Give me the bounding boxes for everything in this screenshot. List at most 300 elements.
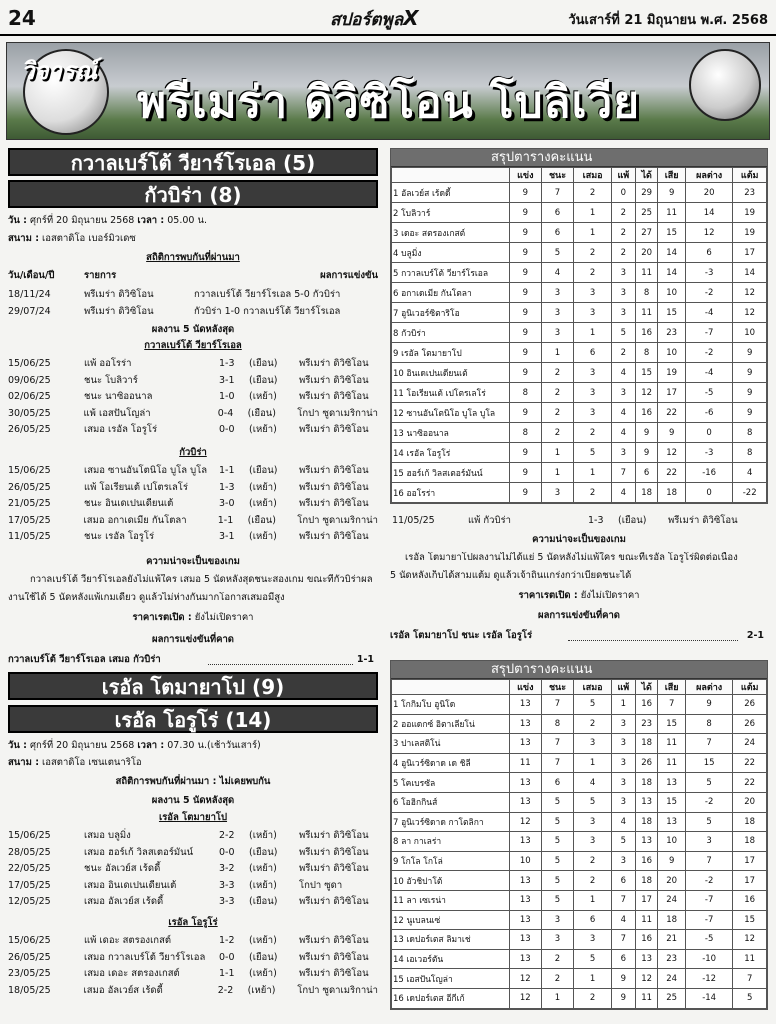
team-cell: 8 กัวบิร่า (392, 323, 510, 343)
stat-cell: 2 (574, 243, 611, 263)
stat-cell: 18 (658, 910, 685, 930)
match2-analysis-title: ความน่าจะเป็นของเกม (532, 534, 626, 545)
team-cell: 11 โอเรียนเต้ เปโตรเลโร่ (392, 383, 510, 403)
stat-cell: -14 (685, 988, 732, 1008)
column-header: แพ้ (611, 680, 635, 695)
stat-cell: -6 (685, 403, 732, 423)
stat-cell: 8 (635, 283, 658, 303)
stat-cell: 8 (510, 383, 542, 403)
stat-cell: 1 (541, 443, 574, 463)
team-cell: 4 อูนิเวร์ซิดาด เด ชิลี (392, 753, 510, 773)
match2-h2h-title: สถิติการพบกันที่ผ่านมา : ไม่เคยพบกัน (115, 776, 271, 787)
match1-predict-dots (208, 664, 353, 665)
table-header-row (392, 168, 767, 183)
column-header: ผลต่าง (685, 680, 732, 695)
match2-predict-dots (568, 640, 738, 641)
form-row: 26/05/25 เสมอ กวาลเบร์โต้ วียาร์โรเอล 0-0 (เยือน) พรีเมร่า ดิวิซิโอน (8, 951, 369, 963)
stat-cell: 18 (733, 812, 767, 832)
match1-team-a-title: กวาลเบร์โต้ วียาร์โรเอล (144, 340, 242, 351)
stat-cell: 9 (733, 383, 767, 403)
form-row: 17/05/25 เสมอ อกาเดเมีย กันโตลา 1-1 (เยือน) โกปา ซูดาเมริกาน่า (8, 514, 378, 526)
stat-cell: 12 (658, 443, 685, 463)
team-cell: 14 เอเวอร์ตัน (392, 949, 510, 969)
stat-cell: 5 (541, 243, 574, 263)
stat-cell: 3 (574, 283, 611, 303)
stat-cell: 19 (658, 363, 685, 383)
stat-cell: 4 (611, 812, 635, 832)
stat-cell: 26 (733, 695, 767, 715)
team-cell: 5 โคเบรซัล (392, 773, 510, 793)
stat-cell: 27 (635, 223, 658, 243)
stat-cell: 15 (658, 714, 685, 734)
stat-cell: 1 (574, 890, 611, 910)
stat-cell: 12 (685, 223, 732, 243)
form-row: 30/05/25 แพ้ เอสปันโญล่า 0-4 (เยือน) โกปา ซูดาเมริกาน่า (8, 407, 378, 419)
stat-cell: 3 (574, 734, 611, 754)
stat-cell: 11 (635, 988, 658, 1008)
team-cell: 3 ปาเลสติโน่ (392, 734, 510, 754)
stat-cell: 5 (574, 695, 611, 715)
stat-cell: 2 (541, 423, 574, 443)
stat-cell: 13 (658, 812, 685, 832)
stat-cell: 5 (685, 812, 732, 832)
stat-cell: -12 (685, 969, 732, 989)
stat-cell: 12 (733, 930, 767, 950)
table-row (392, 969, 767, 989)
stat-cell: 5 (733, 988, 767, 1008)
stat-cell: 21 (658, 930, 685, 950)
stat-cell: 10 (510, 851, 542, 871)
match2-team-b-form (8, 933, 378, 999)
team-cell: 2 โบลิวาร์ (392, 203, 510, 223)
form-row: 26/05/25 แพ้ โอเรียนเต้ เปโตรเลโร่ 1-3 (เหย้า) พรีเมร่า ดิวิซิโอน (8, 481, 369, 493)
stat-cell: 15 (658, 792, 685, 812)
stat-cell: 4 (611, 363, 635, 383)
column-header: ได้ (635, 680, 658, 695)
stat-cell: 3 (611, 792, 635, 812)
table-row (392, 383, 767, 403)
stat-cell: 2 (574, 871, 611, 891)
stat-cell: 9 (510, 323, 542, 343)
stat-cell: 1 (541, 463, 574, 483)
form-row: 09/06/25 ชนะ โบลิวาร์ 3-1 (เยือน) พรีเมร่า ดิวิซิโอน (8, 374, 369, 386)
column-header: ผลต่าง (685, 168, 732, 183)
match2-when: วัน : ศุกร์ที่ 20 มิถุนายน 2568 เวลา : 07.30 น.(เช้าวันเสาร์) (8, 740, 261, 751)
stat-cell: 3 (574, 303, 611, 323)
stat-cell: -4 (685, 363, 732, 383)
table-row (392, 263, 767, 283)
team-cell: 5 กวาลเบร์โต้ วียาร์โรเอล (392, 263, 510, 283)
table-row (392, 463, 767, 483)
stat-cell: 26 (635, 753, 658, 773)
stat-cell: 3 (541, 323, 574, 343)
stat-cell: 5 (541, 851, 574, 871)
stat-cell: 9 (658, 423, 685, 443)
team-cell: 14 เรอัล โอรูโร่ (392, 443, 510, 463)
stat-cell: -2 (685, 871, 732, 891)
stat-cell: 14 (685, 203, 732, 223)
stat-cell: 13 (635, 792, 658, 812)
team-cell: 6 อกาเดเมีย กันโตลา (392, 283, 510, 303)
page-header (0, 0, 776, 36)
stat-cell: 5 (611, 323, 635, 343)
stat-cell: -10 (685, 949, 732, 969)
stat-cell: 7 (541, 753, 574, 773)
stat-cell: 9 (510, 243, 542, 263)
stat-cell: 17 (733, 871, 767, 891)
match2-away-team-bar: เรอัล โอรูโร่ (14) (8, 705, 378, 733)
table-row (392, 910, 767, 930)
stat-cell: 23 (733, 183, 767, 203)
stat-cell: 1 (574, 463, 611, 483)
stat-cell: 20 (685, 183, 732, 203)
stat-cell: 2 (611, 223, 635, 243)
stat-cell: 9 (685, 695, 732, 715)
stat-cell: 2 (541, 969, 574, 989)
stat-cell: 2 (611, 203, 635, 223)
team-cell: 4 บลูมิ่ง (392, 243, 510, 263)
stat-cell: -3 (685, 443, 732, 463)
stat-cell: 1 (574, 969, 611, 989)
stat-cell: 16 (635, 403, 658, 423)
standings2-table (391, 679, 767, 1009)
stat-cell: 3 (611, 714, 635, 734)
stat-cell: 7 (685, 734, 732, 754)
match1-analysis-line1: กวาลเบร์โต้ วียาร์โรเอลยังไม่แพ้ใคร เสมอ 5 นัดหลังสุดชนะสองเกม ขณะที่กัวบิร่าผล (30, 574, 373, 585)
match1-away-team-bar: กัวบิร่า (8) (8, 180, 378, 208)
stat-cell: 4 (574, 773, 611, 793)
team-cell: 8 ลา กาเลร่า (392, 832, 510, 852)
stat-cell: 17 (733, 851, 767, 871)
stat-cell: 5 (541, 832, 574, 852)
stat-cell: 5 (574, 949, 611, 969)
stat-cell: 4 (733, 463, 767, 483)
stat-cell: 4 (611, 423, 635, 443)
column-header: เสีย (658, 680, 685, 695)
match2-predict-title: ผลการแข่งขันที่คาด (538, 610, 620, 621)
stat-cell: 13 (510, 832, 542, 852)
table-row (392, 223, 767, 243)
stat-cell: 3 (541, 303, 574, 323)
stat-cell: 3 (611, 303, 635, 323)
table-row (392, 303, 767, 323)
stat-cell: 9 (510, 223, 542, 243)
stat-cell: 18 (635, 734, 658, 754)
stat-cell: 1 (611, 695, 635, 715)
match2-analysis-line1: เรอัล โตมายาโปผลงานไม่ได้แย่ 5 นัดหลังไม่แพ้ใคร ขณะที่เรอัล โอรูโร่ผิดต่อเนื่อง (405, 552, 738, 563)
stat-cell: 9 (510, 183, 542, 203)
stat-cell: 9 (510, 403, 542, 423)
paper-logo (330, 6, 419, 33)
stat-cell: 7 (611, 890, 635, 910)
stat-cell: 8 (510, 423, 542, 443)
stat-cell: 9 (510, 343, 542, 363)
table-row (392, 343, 767, 363)
table-row (392, 423, 767, 443)
stat-cell: 5 (541, 871, 574, 891)
stat-cell: 1 (574, 323, 611, 343)
team-cell: 15 เอสปันโญล่า (392, 969, 510, 989)
team-cell: 9 เรอัล โตมายาโป (392, 343, 510, 363)
stat-cell: 9 (510, 363, 542, 383)
stat-cell: 2 (574, 183, 611, 203)
table-row (392, 283, 767, 303)
stat-cell: 10 (658, 283, 685, 303)
match1-predict: กวาลเบร์โต้ วียาร์โรเอล เสมอ กัวบิร่า 1-1 (8, 654, 374, 665)
stat-cell: 13 (510, 773, 542, 793)
stat-cell: 19 (733, 223, 767, 243)
stat-cell: -7 (685, 323, 732, 343)
stat-cell: 13 (510, 695, 542, 715)
standings1-title: สรุปตารางคะแนน (391, 149, 767, 167)
form-row: 15/06/25 แพ้ เดอะ สตรองเกสต์ 1-2 (เหย้า) พรีเมร่า ดิวิซิโอน (8, 935, 369, 946)
form-row: 18/05/25 เสมอ อัลเวย์ส เร้ดดี้ 2-2 (เหย้า) โกปา ซูดาเมริกาน่า (8, 984, 378, 996)
column-header: ชนะ (541, 168, 574, 183)
stat-cell: 7 (733, 969, 767, 989)
stat-cell: 18 (733, 832, 767, 852)
stat-cell: 12 (510, 812, 542, 832)
stat-cell: 3 (574, 812, 611, 832)
stat-cell: 3 (574, 832, 611, 852)
stat-cell: 12 (733, 303, 767, 323)
stat-cell: 9 (658, 183, 685, 203)
stat-cell: 16 (733, 890, 767, 910)
stat-cell: 1 (574, 753, 611, 773)
stat-cell: 22 (658, 463, 685, 483)
stat-cell: 9 (510, 283, 542, 303)
stat-cell: -5 (685, 383, 732, 403)
stat-cell: 12 (733, 283, 767, 303)
stat-cell: 12 (635, 383, 658, 403)
match1-last5-title: ผลงาน 5 นัดหลังสุด (151, 324, 235, 335)
stat-cell: 2 (574, 714, 611, 734)
column-header: แต้ม (733, 680, 767, 695)
table-row (392, 792, 767, 812)
table-row (392, 988, 767, 1008)
stat-cell: 18 (635, 871, 658, 891)
stat-cell: 17 (635, 890, 658, 910)
stat-cell: 18 (635, 773, 658, 793)
stat-cell: 3 (611, 851, 635, 871)
table-row (392, 483, 767, 503)
match1-venue: สนาม : เอสตาดิโอ เบอร์มิวเดซ (8, 233, 136, 244)
stat-cell: 9 (510, 263, 542, 283)
stat-cell: 1 (574, 223, 611, 243)
table-row (392, 403, 767, 423)
stat-cell: 12 (510, 969, 542, 989)
form-row: 15/06/25 แพ้ ออโรร่า 1-3 (เยือน) พรีเมร่า ดิวิซิโอน (8, 358, 369, 369)
stat-cell: 2 (541, 363, 574, 383)
stat-cell: 23 (658, 949, 685, 969)
stat-cell: 13 (510, 734, 542, 754)
stat-cell: 6 (541, 203, 574, 223)
stat-cell: 11 (635, 910, 658, 930)
match1-team-b-form (8, 463, 378, 546)
column-header: แต้ม (733, 168, 767, 183)
stat-cell: 6 (541, 773, 574, 793)
banner-title: พรีเมร่า ดิวิซิโอน โบลิเวีย (137, 77, 640, 128)
stat-cell: 3 (611, 443, 635, 463)
stat-cell: 3 (611, 773, 635, 793)
stat-cell: 11 (658, 753, 685, 773)
stat-cell: 24 (658, 969, 685, 989)
issue-date: วันเสาร์ที่ 21 มิถุนายน พ.ศ. 2568 (568, 13, 768, 28)
stat-cell: 25 (658, 988, 685, 1008)
stat-cell: 7 (685, 851, 732, 871)
table-row (392, 851, 767, 871)
stat-cell: 24 (658, 890, 685, 910)
stat-cell: -2 (685, 343, 732, 363)
stat-cell: 15 (685, 753, 732, 773)
stat-cell: 20 (635, 243, 658, 263)
stat-cell: 3 (611, 753, 635, 773)
form-row: 26/05/25 เสมอ เรอัล โอรูโร่ 0-0 (เหย้า) พรีเมร่า ดิวิซิโอน (8, 424, 369, 435)
stat-cell: 2 (541, 383, 574, 403)
stat-cell: -2 (685, 283, 732, 303)
stat-cell: -3 (685, 263, 732, 283)
paper-name-x: X (403, 6, 419, 30)
stat-cell: 18 (635, 483, 658, 503)
team-cell: 11 ลา เซเรน่า (392, 890, 510, 910)
stat-cell: 16 (635, 851, 658, 871)
stat-cell: 3 (541, 930, 574, 950)
stat-cell: 25 (635, 203, 658, 223)
stat-cell: 13 (510, 930, 542, 950)
match2-extra-form-row: 11/05/25 แพ้ กัวบิร่า 1-3 (เยือน) พรีเมร่า ดิวิซิโอน (392, 515, 738, 526)
match1-price: ราคาเรตเปิด : ยังไม่เปิดราคา (132, 612, 254, 623)
banner-tag: วิจารณ์ (21, 57, 98, 85)
form-row: 02/06/25 ชนะ นาซิออนาล 1-0 (เหย้า) พรีเมร่า ดิวิซิโอน (8, 391, 369, 402)
stat-cell: 1 (541, 988, 574, 1008)
stat-cell: 2 (574, 263, 611, 283)
stat-cell: 15 (658, 303, 685, 323)
stat-cell: 13 (510, 871, 542, 891)
page-number: 24 (8, 6, 36, 30)
stat-cell: 18 (658, 483, 685, 503)
table-row (392, 949, 767, 969)
stat-cell: -16 (685, 463, 732, 483)
stat-cell: 4 (611, 483, 635, 503)
stat-cell: 8 (733, 443, 767, 463)
stat-cell: 7 (541, 734, 574, 754)
match1-predict-title: ผลการแข่งขันที่คาด (152, 634, 234, 645)
stat-cell: 4 (611, 910, 635, 930)
stat-cell: 13 (510, 890, 542, 910)
stat-cell: -7 (685, 910, 732, 930)
team-cell: 9 โกโล โกโล่ (392, 851, 510, 871)
stat-cell: 13 (635, 832, 658, 852)
stat-cell: 3 (574, 383, 611, 403)
stat-cell: 8 (733, 423, 767, 443)
match2-team-a-title: เรอัล โตมายาโป (158, 812, 228, 823)
stat-cell: 9 (733, 343, 767, 363)
stat-cell: 6 (541, 223, 574, 243)
stat-cell: 13 (510, 949, 542, 969)
match2-last5-title: ผลงาน 5 นัดหลังสุด (151, 795, 235, 806)
stat-cell: 6 (574, 910, 611, 930)
form-row: 23/05/25 เสมอ เดอะ สตรองเกสต์ 1-1 (เหย้า) พรีเมร่า ดิวิซิโอน (8, 968, 369, 979)
title-banner (6, 42, 770, 140)
standings2-title: สรุปตารางคะแนน (391, 661, 767, 679)
table-row (392, 753, 767, 773)
form-row: 15/06/25 เสมอ ซานอันโตนิโอ บูโล บูโล 1-1 (เยือน) พรีเมร่า ดิวิซิโอน (8, 465, 369, 476)
table-row (392, 734, 767, 754)
stat-cell: 10 (733, 323, 767, 343)
stat-cell: 1 (574, 203, 611, 223)
match1-when: วัน : ศุกร์ที่ 20 มิถุนายน 2568 เวลา : 05.00 น. (8, 215, 207, 226)
match1-team-a-form (8, 356, 378, 439)
stat-cell: -4 (685, 303, 732, 323)
stat-cell: 13 (510, 910, 542, 930)
stat-cell: 5 (541, 812, 574, 832)
table-header-row (392, 680, 767, 695)
stat-cell: 5 (574, 792, 611, 812)
match2-analysis-line2: 5 นัดหลังเก็บได้สามแต้ม ดูแล้วเจ้าถิ่นแกร่งกว่าเบียดชนะได้ (390, 570, 632, 581)
stat-cell: 9 (611, 988, 635, 1008)
match2-home-team-bar: เรอัล โตมายาโป (9) (8, 672, 378, 700)
team-cell: 12 นูเบลนเซ่ (392, 910, 510, 930)
team-cell: 6 โอฮิกกินส์ (392, 792, 510, 812)
stat-cell: 9 (510, 463, 542, 483)
team-cell: 16 ออโรร่า (392, 483, 510, 503)
stat-cell: 22 (733, 773, 767, 793)
stat-cell: 9 (611, 969, 635, 989)
match2-predict: เรอัล โตมายาโป ชนะ เรอัล โอรูโร่ 2-1 (390, 630, 764, 641)
stat-cell: 5 (685, 773, 732, 793)
match1-team-b-title: กัวบิร่า (179, 447, 207, 458)
stat-cell: 2 (541, 949, 574, 969)
stat-cell: 11 (733, 949, 767, 969)
table-row (392, 203, 767, 223)
stat-cell: 11 (635, 303, 658, 323)
stat-cell: 6 (635, 463, 658, 483)
stat-cell: 16 (635, 695, 658, 715)
table-row (392, 812, 767, 832)
stat-cell: 8 (541, 714, 574, 734)
team-cell: 1 อัลเวย์ส เร้ดดี้ (392, 183, 510, 203)
stat-cell: 9 (510, 303, 542, 323)
h2h-row: 18/11/24 พรีเมร่า ดิวิซิโอน กวาลเบร์โต้ วียาร์โรเอล 5-0 กัวบิร่า (8, 289, 341, 300)
stat-cell: 2 (574, 423, 611, 443)
stat-cell: 14 (733, 263, 767, 283)
stat-cell: 1 (541, 343, 574, 363)
team-cell: 13 เดปอร์เตส ลิมาเช่ (392, 930, 510, 950)
stat-cell: 8 (685, 714, 732, 734)
stat-cell: 11 (635, 263, 658, 283)
table-row (392, 243, 767, 263)
column-header: เสมอ (574, 168, 611, 183)
team-cell: 7 อูนิเวอร์ซิตาริโอ (392, 303, 510, 323)
stat-cell: 2 (574, 483, 611, 503)
stat-cell: 3 (574, 363, 611, 383)
stat-cell: 13 (510, 792, 542, 812)
stat-cell: 24 (733, 734, 767, 754)
stat-cell: 3 (541, 483, 574, 503)
stat-cell: 13 (635, 949, 658, 969)
table-row (392, 930, 767, 950)
stat-cell: -2 (685, 792, 732, 812)
stat-cell: 16 (635, 323, 658, 343)
table-row (392, 363, 767, 383)
team-cell: 10 อินเดเปนเดียนเต้ (392, 363, 510, 383)
stat-cell: 13 (510, 714, 542, 734)
stat-cell: -22 (733, 483, 767, 503)
table-row (392, 832, 767, 852)
table-row (392, 890, 767, 910)
stat-cell: 15 (733, 910, 767, 930)
team-cell: 1 โกกิมโบ อูนิโด (392, 695, 510, 715)
stat-cell: 3 (574, 930, 611, 950)
